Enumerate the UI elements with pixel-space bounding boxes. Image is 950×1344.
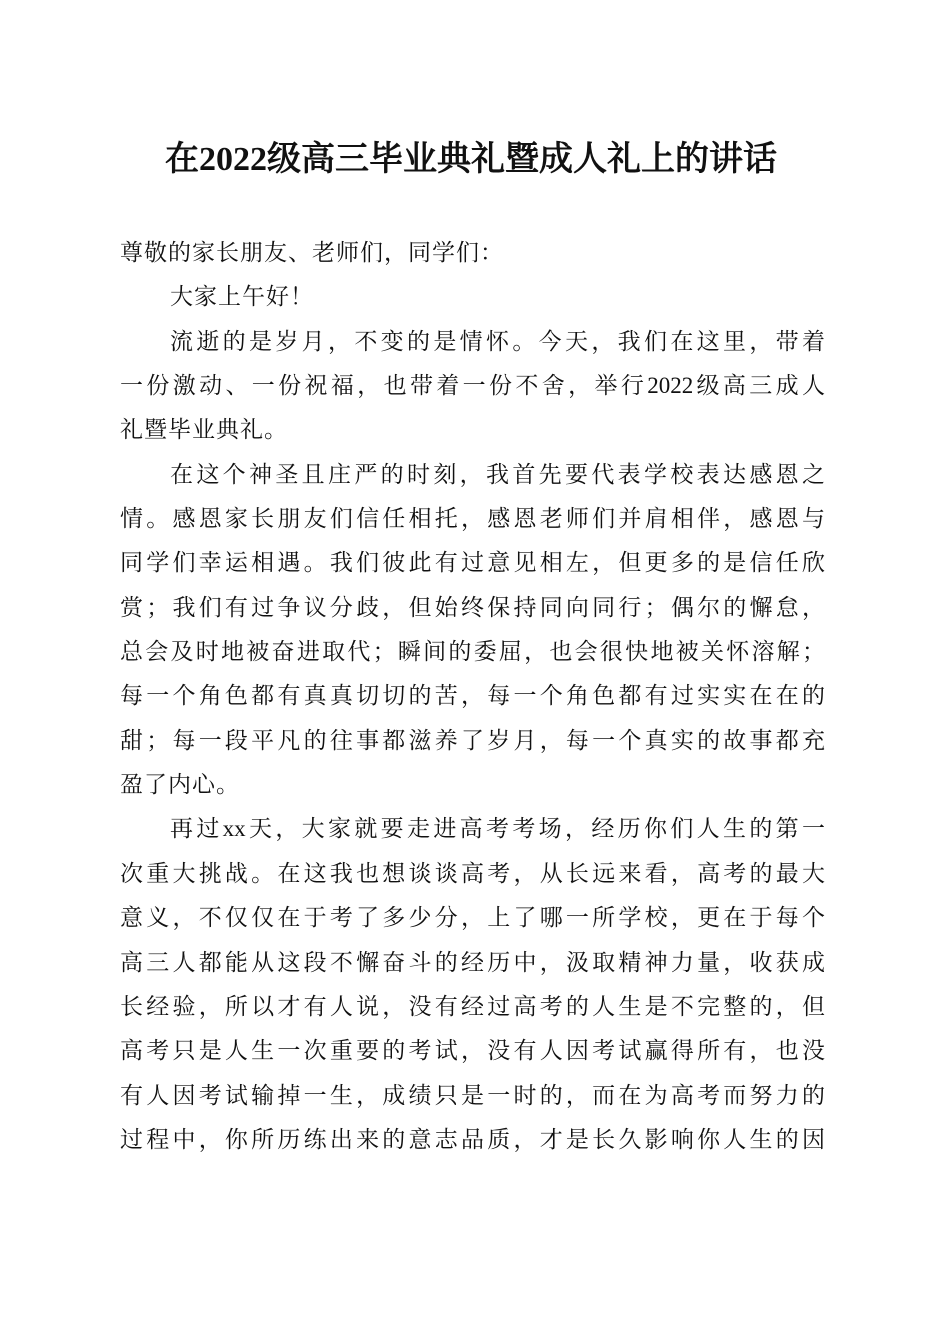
paragraph-line: 流逝的是岁月，不变的是情怀。今天，我们在这里，带着 <box>170 328 825 354</box>
paragraph-line: 赏；我们有过争议分歧，但始终保持同向同行；偶尔的懈怠， <box>120 594 825 620</box>
paragraph <box>120 453 825 808</box>
paragraph-line: 礼暨毕业典礼。 <box>120 417 288 443</box>
paragraph-line: 每一个角色都有真真切切的苦，每一个角色都有过实实在在的 <box>120 683 825 709</box>
paragraph-line: 总会及时地被奋进取代；瞬间的委屈，也会很快地被关怀溶解； <box>120 639 825 665</box>
paragraph-line: 意义，不仅仅在于考了多少分，上了哪一所学校，更在于每个 <box>120 905 825 931</box>
paragraph-line: 一份激动、一份祝福，也带着一份不舍，举行2022级高三成人 <box>120 373 825 399</box>
paragraph-line: 再过xx天，大家就要走进高考考场，经历你们人生的第一 <box>170 816 825 842</box>
paragraph-line: 次重大挑战。在这我也想谈谈高考，从长远来看，高考的最大 <box>120 860 825 886</box>
paragraph-line: 情。感恩家长朋友们信任相托，感恩老师们并肩相伴，感恩与 <box>120 506 825 532</box>
paragraph-line: 有人因考试输掉一生，成绩只是一时的，而在为高考而努力的 <box>120 1082 825 1108</box>
paragraph-line: 在这个神圣且庄严的时刻，我首先要代表学校表达感恩之 <box>170 461 825 487</box>
paragraph-line: 高三人都能从这段不懈奋斗的经历中，汲取精神力量，收获成 <box>120 949 825 975</box>
paragraph-line: 盈了内心。 <box>120 772 240 798</box>
document-body <box>120 231 825 1162</box>
paragraph-line: 甜；每一段平凡的往事都滋养了岁月，每一个真实的故事都充 <box>120 727 825 753</box>
paragraph <box>120 807 825 1162</box>
paragraph-line: 过程中，你所历练出来的意志品质，才是长久影响你人生的因 <box>120 1126 825 1152</box>
paragraph-line: 高考只是人生一次重要的考试，没有人因考试赢得所有，也没 <box>120 1038 825 1064</box>
salutation-line: 尊敬的家长朋友、老师们，同学们： <box>120 240 504 265</box>
greeting-line: 大家上午好！ <box>170 284 314 310</box>
paragraph-line: 同学们幸运相遇。我们彼此有过意见相左，但更多的是信任欣 <box>120 550 825 576</box>
paragraph <box>120 320 825 453</box>
paragraph-line: 长经验，所以才有人说，没有经过高考的人生是不完整的，但 <box>120 993 825 1019</box>
document-title: 在2022级高三毕业典礼暨成人礼上的讲话 <box>165 141 777 178</box>
